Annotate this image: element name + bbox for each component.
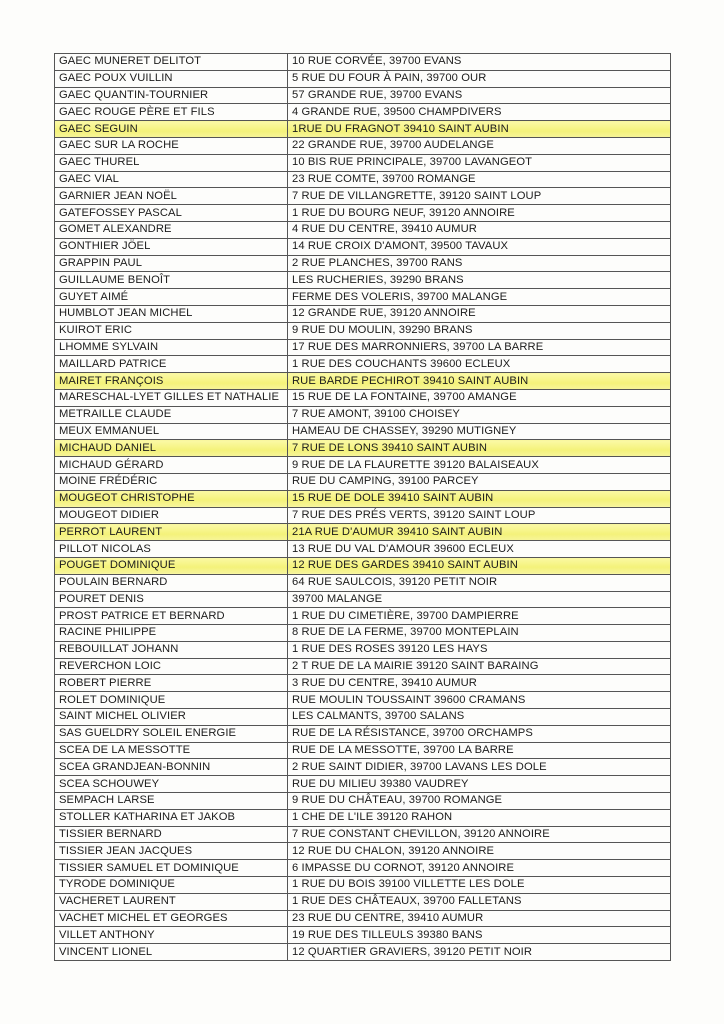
table-row	[55, 490, 671, 507]
table-row	[55, 742, 671, 759]
address-cell: 4 GRANDE RUE, 39500 CHAMPDIVERS	[288, 104, 671, 121]
name-cell: PROST PATRICE ET BERNARD	[55, 608, 288, 625]
address-cell: LES CALMANTS, 39700 SALANS	[288, 709, 671, 726]
address-cell: 2 RUE PLANCHES, 39700 RANS	[288, 255, 671, 272]
address-cell: 1 RUE DES ROSES 39120 LES HAYS	[288, 641, 671, 658]
address-cell: 1 RUE DES COUCHANTS 39600 ECLEUX	[288, 356, 671, 373]
table-row	[55, 87, 671, 104]
name-cell: GATEFOSSEY PASCAL	[55, 205, 288, 222]
table-row	[55, 205, 671, 222]
table-row	[55, 507, 671, 524]
name-cell: PILLOT NICOLAS	[55, 541, 288, 558]
table-row	[55, 339, 671, 356]
address-cell: 15 RUE DE LA FONTAINE, 39700 AMANGE	[288, 389, 671, 406]
name-cell: GONTHIER JÖEL	[55, 238, 288, 255]
name-cell: SCEA GRANDJEAN-BONNIN	[55, 759, 288, 776]
name-cell: MAILLARD PATRICE	[55, 356, 288, 373]
address-cell: 12 RUE DU CHALON, 39120 ANNOIRE	[288, 843, 671, 860]
name-cell: VACHERET LAURENT	[55, 893, 288, 910]
table-row	[55, 574, 671, 591]
address-cell: 64 RUE SAULCOIS, 39120 PETIT NOIR	[288, 574, 671, 591]
address-cell: 21A RUE D'AUMUR 39410 SAINT AUBIN	[288, 524, 671, 541]
table-row	[55, 289, 671, 306]
table-row	[55, 641, 671, 658]
name-cell: MOUGEOT DIDIER	[55, 507, 288, 524]
address-cell: 7 RUE DE VILLANGRETTE, 39120 SAINT LOUP	[288, 188, 671, 205]
name-cell: SEMPACH LARSE	[55, 793, 288, 810]
name-cell: GAEC ROUGE PÈRE ET FILS	[55, 104, 288, 121]
table-row	[55, 423, 671, 440]
address-cell: 12 RUE DES GARDES 39410 SAINT AUBIN	[288, 557, 671, 574]
address-cell: 2 T RUE DE LA MAIRIE 39120 SAINT BARAING	[288, 658, 671, 675]
name-cell: POULAIN BERNARD	[55, 574, 288, 591]
table-row	[55, 54, 671, 71]
table-row	[55, 373, 671, 390]
table-row	[55, 473, 671, 490]
address-cell: 14 RUE CROIX D'AMONT, 39500 TAVAUX	[288, 238, 671, 255]
address-cell: 10 RUE CORVÉE, 39700 EVANS	[288, 54, 671, 71]
table-row	[55, 255, 671, 272]
address-cell: 22 GRANDE RUE, 39700 AUDELANGE	[288, 137, 671, 154]
address-cell: 2 RUE SAINT DIDIER, 39700 LAVANS LES DOLE	[288, 759, 671, 776]
address-cell: 15 RUE DE DOLE 39410 SAINT AUBIN	[288, 490, 671, 507]
address-cell: 1RUE DU FRAGNOT 39410 SAINT AUBIN	[288, 121, 671, 138]
address-cell: 19 RUE DES TILLEULS 39380 BANS	[288, 927, 671, 944]
address-cell: 1 RUE DU BOIS 39100 VILLETTE LES DOLE	[288, 877, 671, 894]
name-cell: GRAPPIN PAUL	[55, 255, 288, 272]
name-cell: SAS GUELDRY SOLEIL ENERGIE	[55, 725, 288, 742]
table-row	[55, 826, 671, 843]
table-row	[55, 389, 671, 406]
name-cell: MOUGEOT CHRISTOPHE	[55, 490, 288, 507]
table-row	[55, 658, 671, 675]
address-cell: HAMEAU DE CHASSEY, 39290 MUTIGNEY	[288, 423, 671, 440]
name-cell: GOMET ALEXANDRE	[55, 221, 288, 238]
name-cell: VACHET MICHEL ET GEORGES	[55, 910, 288, 927]
table-row	[55, 440, 671, 457]
address-cell: 6 IMPASSE DU CORNOT, 39120 ANNOIRE	[288, 860, 671, 877]
address-cell: 4 RUE DU CENTRE, 39410 AUMUR	[288, 221, 671, 238]
name-cell: GUYET AIMÉ	[55, 289, 288, 306]
address-cell: 12 GRANDE RUE, 39120 ANNOIRE	[288, 305, 671, 322]
address-cell: 17 RUE DES MARRONNIERS, 39700 LA BARRE	[288, 339, 671, 356]
table-row	[55, 238, 671, 255]
table-row	[55, 591, 671, 608]
name-cell: GAEC POUX VUILLIN	[55, 70, 288, 87]
name-cell: TISSIER BERNARD	[55, 826, 288, 843]
table-row	[55, 557, 671, 574]
name-cell: ROBERT PIERRE	[55, 675, 288, 692]
table-row	[55, 877, 671, 894]
name-cell: TYRODE DOMINIQUE	[55, 877, 288, 894]
address-cell: 1 CHE DE L'ILE 39120 RAHON	[288, 809, 671, 826]
name-cell: VINCENT LIONEL	[55, 944, 288, 961]
name-cell: STOLLER KATHARINA ET JAKOB	[55, 809, 288, 826]
address-cell: RUE DU CAMPING, 39100 PARCEY	[288, 473, 671, 490]
name-cell: MEUX EMMANUEL	[55, 423, 288, 440]
address-cell: 1 RUE DU BOURG NEUF, 39120 ANNOIRE	[288, 205, 671, 222]
address-cell: 9 RUE DE LA FLAURETTE 39120 BALAISEAUX	[288, 457, 671, 474]
table-row	[55, 625, 671, 642]
name-cell: GARNIER JEAN NOËL	[55, 188, 288, 205]
table-row	[55, 927, 671, 944]
address-cell: 7 RUE AMONT, 39100 CHOISEY	[288, 406, 671, 423]
address-cell: 8 RUE DE LA FERME, 39700 MONTEPLAIN	[288, 625, 671, 642]
name-cell: SCEA DE LA MESSOTTE	[55, 742, 288, 759]
name-cell: REBOUILLAT JOHANN	[55, 641, 288, 658]
name-cell: MICHAUD DANIEL	[55, 440, 288, 457]
name-cell: GAEC SUR LA ROCHE	[55, 137, 288, 154]
name-cell: GAEC MUNERET DELITOT	[55, 54, 288, 71]
name-cell: TISSIER JEAN JACQUES	[55, 843, 288, 860]
address-cell: 23 RUE COMTE, 39700 ROMANGE	[288, 171, 671, 188]
address-cell: 13 RUE DU VAL D'AMOUR 39600 ECLEUX	[288, 541, 671, 558]
table-row	[55, 104, 671, 121]
name-cell: METRAILLE CLAUDE	[55, 406, 288, 423]
table-row	[55, 759, 671, 776]
name-cell: GAEC THUREL	[55, 154, 288, 171]
table-row	[55, 356, 671, 373]
table-row	[55, 137, 671, 154]
table-row	[55, 776, 671, 793]
table-row	[55, 893, 671, 910]
name-cell: PERROT LAURENT	[55, 524, 288, 541]
address-cell: 7 RUE DE LONS 39410 SAINT AUBIN	[288, 440, 671, 457]
address-cell: 9 RUE DU MOULIN, 39290 BRANS	[288, 322, 671, 339]
table-row	[55, 809, 671, 826]
name-cell: REVERCHON LOIC	[55, 658, 288, 675]
name-cell: HUMBLOT JEAN MICHEL	[55, 305, 288, 322]
name-cell: SCEA SCHOUWEY	[55, 776, 288, 793]
address-cell: 57 GRANDE RUE, 39700 EVANS	[288, 87, 671, 104]
table-row	[55, 154, 671, 171]
name-cell: LHOMME SYLVAIN	[55, 339, 288, 356]
address-cell: 1 RUE DES CHÂTEAUX, 39700 FALLETANS	[288, 893, 671, 910]
table-row	[55, 692, 671, 709]
address-cell: 9 RUE DU CHÂTEAU, 39700 ROMANGE	[288, 793, 671, 810]
table-row	[55, 709, 671, 726]
name-cell: GAEC QUANTIN-TOURNIER	[55, 87, 288, 104]
address-cell: 7 RUE CONSTANT CHEVILLON, 39120 ANNOIRE	[288, 826, 671, 843]
table-row	[55, 322, 671, 339]
table-row	[55, 121, 671, 138]
name-cell: ROLET DOMINIQUE	[55, 692, 288, 709]
address-cell: FERME DES VOLERIS, 39700 MALANGE	[288, 289, 671, 306]
table-row	[55, 910, 671, 927]
table-row	[55, 944, 671, 961]
table-row	[55, 675, 671, 692]
table-row	[55, 860, 671, 877]
name-cell: GAEC SEGUIN	[55, 121, 288, 138]
name-cell: VILLET ANTHONY	[55, 927, 288, 944]
table-row	[55, 608, 671, 625]
name-cell: MARESCHAL-LYET GILLES ET NATHALIE	[55, 389, 288, 406]
table-row	[55, 524, 671, 541]
address-cell: 10 BIS RUE PRINCIPALE, 39700 LAVANGEOT	[288, 154, 671, 171]
address-cell: 39700 MALANGE	[288, 591, 671, 608]
name-cell: MICHAUD GÉRARD	[55, 457, 288, 474]
address-cell: RUE DU MILIEU 39380 VAUDREY	[288, 776, 671, 793]
name-cell: SAINT MICHEL OLIVIER	[55, 709, 288, 726]
address-cell: RUE BARDE PECHIROT 39410 SAINT AUBIN	[288, 373, 671, 390]
address-cell: RUE DE LA MESSOTTE, 39700 LA BARRE	[288, 742, 671, 759]
table-row	[55, 188, 671, 205]
table-row	[55, 793, 671, 810]
address-cell: 1 RUE DU CIMETIÈRE, 39700 DAMPIERRE	[288, 608, 671, 625]
table-row	[55, 221, 671, 238]
name-cell: POUGET DOMINIQUE	[55, 557, 288, 574]
name-cell: GUILLAUME BENOÎT	[55, 272, 288, 289]
address-table-body	[55, 54, 671, 961]
address-cell: 12 QUARTIER GRAVIERS, 39120 PETIT NOIR	[288, 944, 671, 961]
address-cell: RUE DE LA RÉSISTANCE, 39700 ORCHAMPS	[288, 725, 671, 742]
table-row	[55, 725, 671, 742]
table-row	[55, 457, 671, 474]
name-cell: RACINE PHILIPPE	[55, 625, 288, 642]
table-row	[55, 70, 671, 87]
address-table	[54, 53, 671, 961]
address-cell: 23 RUE DU CENTRE, 39410 AUMUR	[288, 910, 671, 927]
name-cell: MOINE FRÉDÉRIC	[55, 473, 288, 490]
address-cell: 5 RUE DU FOUR À PAIN, 39700 OUR	[288, 70, 671, 87]
name-cell: GAEC VIAL	[55, 171, 288, 188]
name-cell: POURET DENIS	[55, 591, 288, 608]
table-row	[55, 406, 671, 423]
table-row	[55, 272, 671, 289]
address-cell: 3 RUE DU CENTRE, 39410 AUMUR	[288, 675, 671, 692]
address-cell: LES RUCHERIES, 39290 BRANS	[288, 272, 671, 289]
address-cell: RUE MOULIN TOUSSAINT 39600 CRAMANS	[288, 692, 671, 709]
table-row	[55, 171, 671, 188]
name-cell: TISSIER SAMUEL ET DOMINIQUE	[55, 860, 288, 877]
address-cell: 7 RUE DES PRÉS VERTS, 39120 SAINT LOUP	[288, 507, 671, 524]
name-cell: MAIRET FRANÇOIS	[55, 373, 288, 390]
name-cell: KUIROT ERIC	[55, 322, 288, 339]
table-row	[55, 305, 671, 322]
table-row	[55, 541, 671, 558]
table-row	[55, 843, 671, 860]
